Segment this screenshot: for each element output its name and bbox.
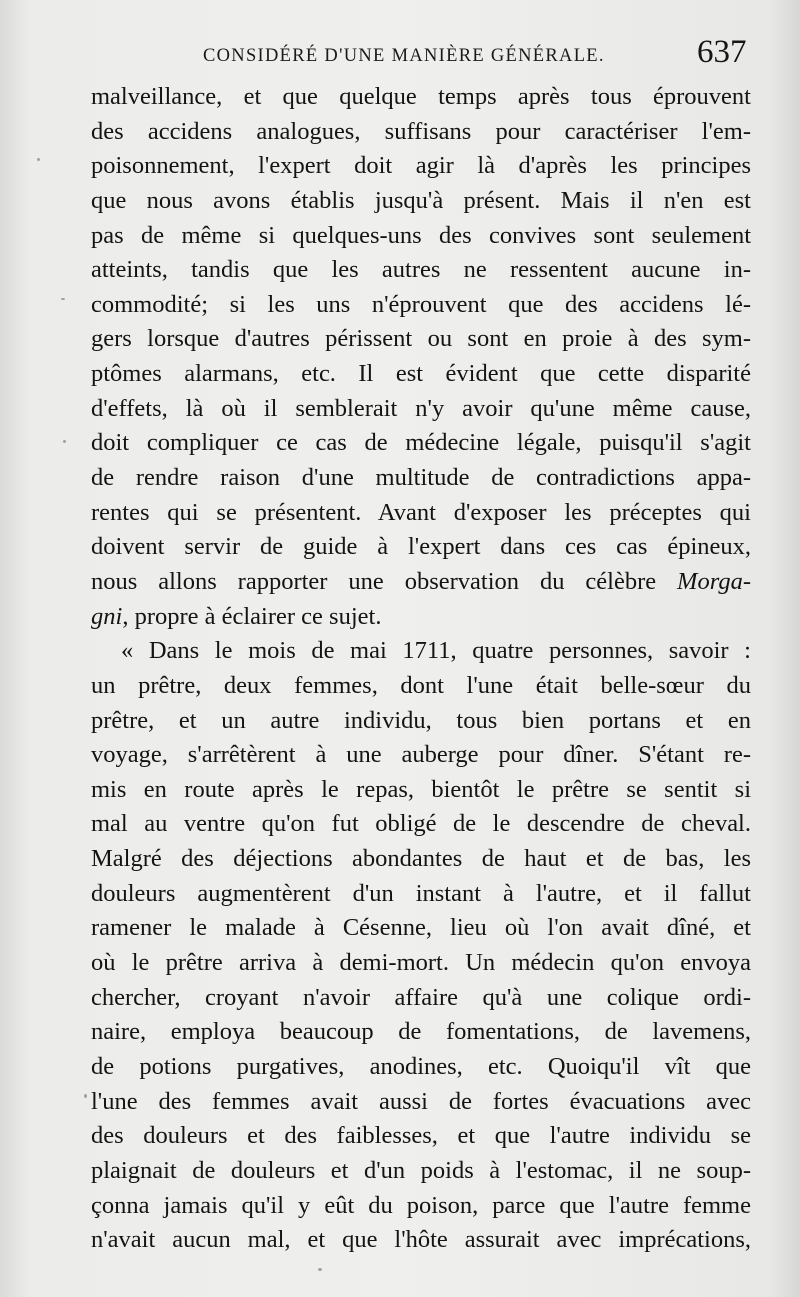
text-line — [91, 253, 751, 288]
italic-text: gni — [91, 602, 123, 630]
line-text: Malgré des déjections abondantes de haut et de bas, les — [91, 845, 751, 873]
line-text: rentes qui se présentent. Avant d'exposer les préceptes qui — [91, 498, 751, 526]
text-line — [91, 184, 751, 219]
text-line — [91, 1015, 751, 1050]
text-line — [91, 288, 751, 323]
text-line — [91, 946, 751, 981]
text-line — [91, 1050, 751, 1085]
text-line — [91, 115, 751, 150]
line-text: ptômes alarmans, etc. Il est évident que cette disparité — [91, 360, 751, 388]
line-text: doit compliquer ce cas de médecine légale, puisqu'il s'agit — [91, 429, 751, 457]
text-line — [91, 530, 751, 565]
text-line — [91, 219, 751, 254]
line-text: poisonnement, l'expert doit agir là d'après les principes — [91, 152, 751, 180]
line-text: « Dans le mois de mai 1711, quatre personnes, savoir : — [121, 637, 751, 665]
line-text: çonna jamais qu'il y eût du poison, parce que l'autre femme — [91, 1191, 751, 1219]
line-text: voyage, s'arrêtèrent à une auberge pour dîner. S'étant re- — [91, 741, 751, 769]
text-line — [91, 911, 751, 946]
text-line — [91, 461, 751, 496]
print-speck — [37, 158, 40, 161]
text-line — [91, 392, 751, 427]
line-text: , propre à éclairer ce sujet. — [122, 602, 382, 630]
text-line — [91, 149, 751, 184]
line-text: mal au ventre qu'on fut obligé de le descendre de cheval. — [91, 810, 751, 838]
line-text: atteints, tandis que les autres ne ressentent aucune in- — [91, 256, 751, 284]
line-text: mis en route après le repas, bientôt le prêtre se sentit si — [91, 775, 751, 803]
text-line — [91, 981, 751, 1016]
line-text: chercher, croyant n'avoir affaire qu'à une colique ordi- — [91, 983, 751, 1011]
text-line — [91, 1085, 751, 1120]
line-text: naire, employa beaucoup de fomentations, de lavemens, — [91, 1018, 751, 1046]
body-text — [91, 80, 751, 1258]
text-line — [91, 773, 751, 808]
line-text: de potions purgatives, anodines, etc. Quoiqu'il vît que — [91, 1052, 751, 1080]
text-line — [91, 704, 751, 739]
paragraph — [91, 634, 751, 1258]
line-text: où le prêtre arriva à demi-mort. Un médecin qu'on envoya — [91, 949, 751, 977]
line-text: doivent servir de guide à l'expert dans ces cas épineux, — [91, 533, 751, 561]
print-speck — [84, 1094, 87, 1098]
line-text: nous allons rapporter une observation du célèbre — [91, 567, 678, 595]
line-text: prêtre, et un autre individu, tous bien portans et en — [91, 706, 751, 734]
text-line — [91, 807, 751, 842]
text-line — [91, 1223, 751, 1258]
line-text: ramener le malade à Césenne, lieu où l'on avait dîné, et — [91, 914, 751, 942]
text-line — [91, 1154, 751, 1189]
line-text: de rendre raison d'une multitude de contradictions appa- — [91, 464, 751, 492]
text-line — [91, 600, 751, 635]
line-text: des douleurs et des faiblesses, et que l'autre individu se — [91, 1122, 751, 1150]
text-line — [91, 426, 751, 461]
text-line — [91, 80, 751, 115]
paragraph — [91, 80, 751, 634]
text-line — [91, 842, 751, 877]
text-line — [91, 1189, 751, 1224]
line-text: un prêtre, deux femmes, dont l'une était belle-sœur du — [91, 671, 751, 699]
text-line — [91, 496, 751, 531]
line-text: l'une des femmes avait aussi de fortes évacuations avec — [91, 1087, 751, 1115]
text-line — [91, 322, 751, 357]
line-text: plaignait de douleurs et d'un poids à l'estomac, il ne soup- — [91, 1156, 751, 1184]
page-header — [0, 34, 800, 80]
text-line — [91, 877, 751, 912]
running-head: CONSIDÉRÉ D'UNE MANIÈRE GÉNÉRALE. — [203, 46, 605, 66]
text-line — [91, 634, 751, 669]
line-text: n'avait aucun mal, et que l'hôte assurait avec imprécations, — [91, 1226, 751, 1254]
line-text: pas de même si quelques-uns des convives sont seulement — [91, 221, 751, 249]
text-line — [91, 565, 751, 600]
line-text: gers lorsque d'autres périssent ou sont en proie à des sym- — [91, 325, 751, 353]
text-line — [91, 1119, 751, 1154]
print-speck — [63, 440, 66, 443]
line-text: commodité; si les uns n'éprouvent que des accidens lé- — [91, 290, 751, 318]
text-line — [91, 738, 751, 773]
line-text: malveillance, et que quelque temps après tous éprouvent — [91, 83, 751, 110]
line-text: des accidens analogues, suffisans pour caractériser l'em- — [91, 117, 751, 145]
line-text: que nous avons établis jusqu'à présent. Mais il n'en est — [91, 186, 751, 214]
print-speck — [318, 1268, 322, 1271]
line-text: d'effets, là où il semblerait n'y avoir qu'une même cause, — [91, 394, 751, 422]
text-line — [91, 669, 751, 704]
line-text: douleurs augmentèrent d'un instant à l'autre, et il fallut — [91, 879, 751, 907]
print-speck — [61, 298, 65, 300]
italic-text: Morga- — [677, 567, 751, 595]
text-line — [91, 357, 751, 392]
page-number: 637 — [697, 34, 747, 70]
